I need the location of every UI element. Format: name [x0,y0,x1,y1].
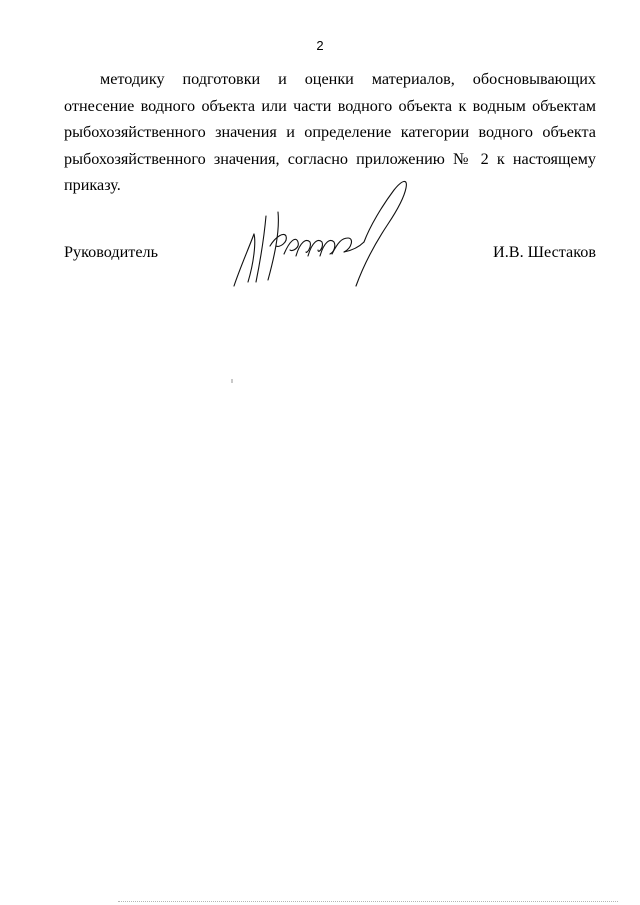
signatory-role: Руководитель [64,243,159,261]
signatory-name: И.В. Шестаков [493,243,596,261]
paragraph: методику подготовки и оценки материалов, обосновывающих отнесение водного объекта или части водного объекта к водным объектам рыбохозяйственного значения и определение категории водного объекта рыбохозяйственного значения, согласно приложению № 2 к настоящему приказу. [64,70,596,194]
page-number: 2 [316,38,324,53]
page-bottom-edge [118,901,618,903]
handwritten-signature [226,176,416,294]
scan-speck [231,379,233,383]
